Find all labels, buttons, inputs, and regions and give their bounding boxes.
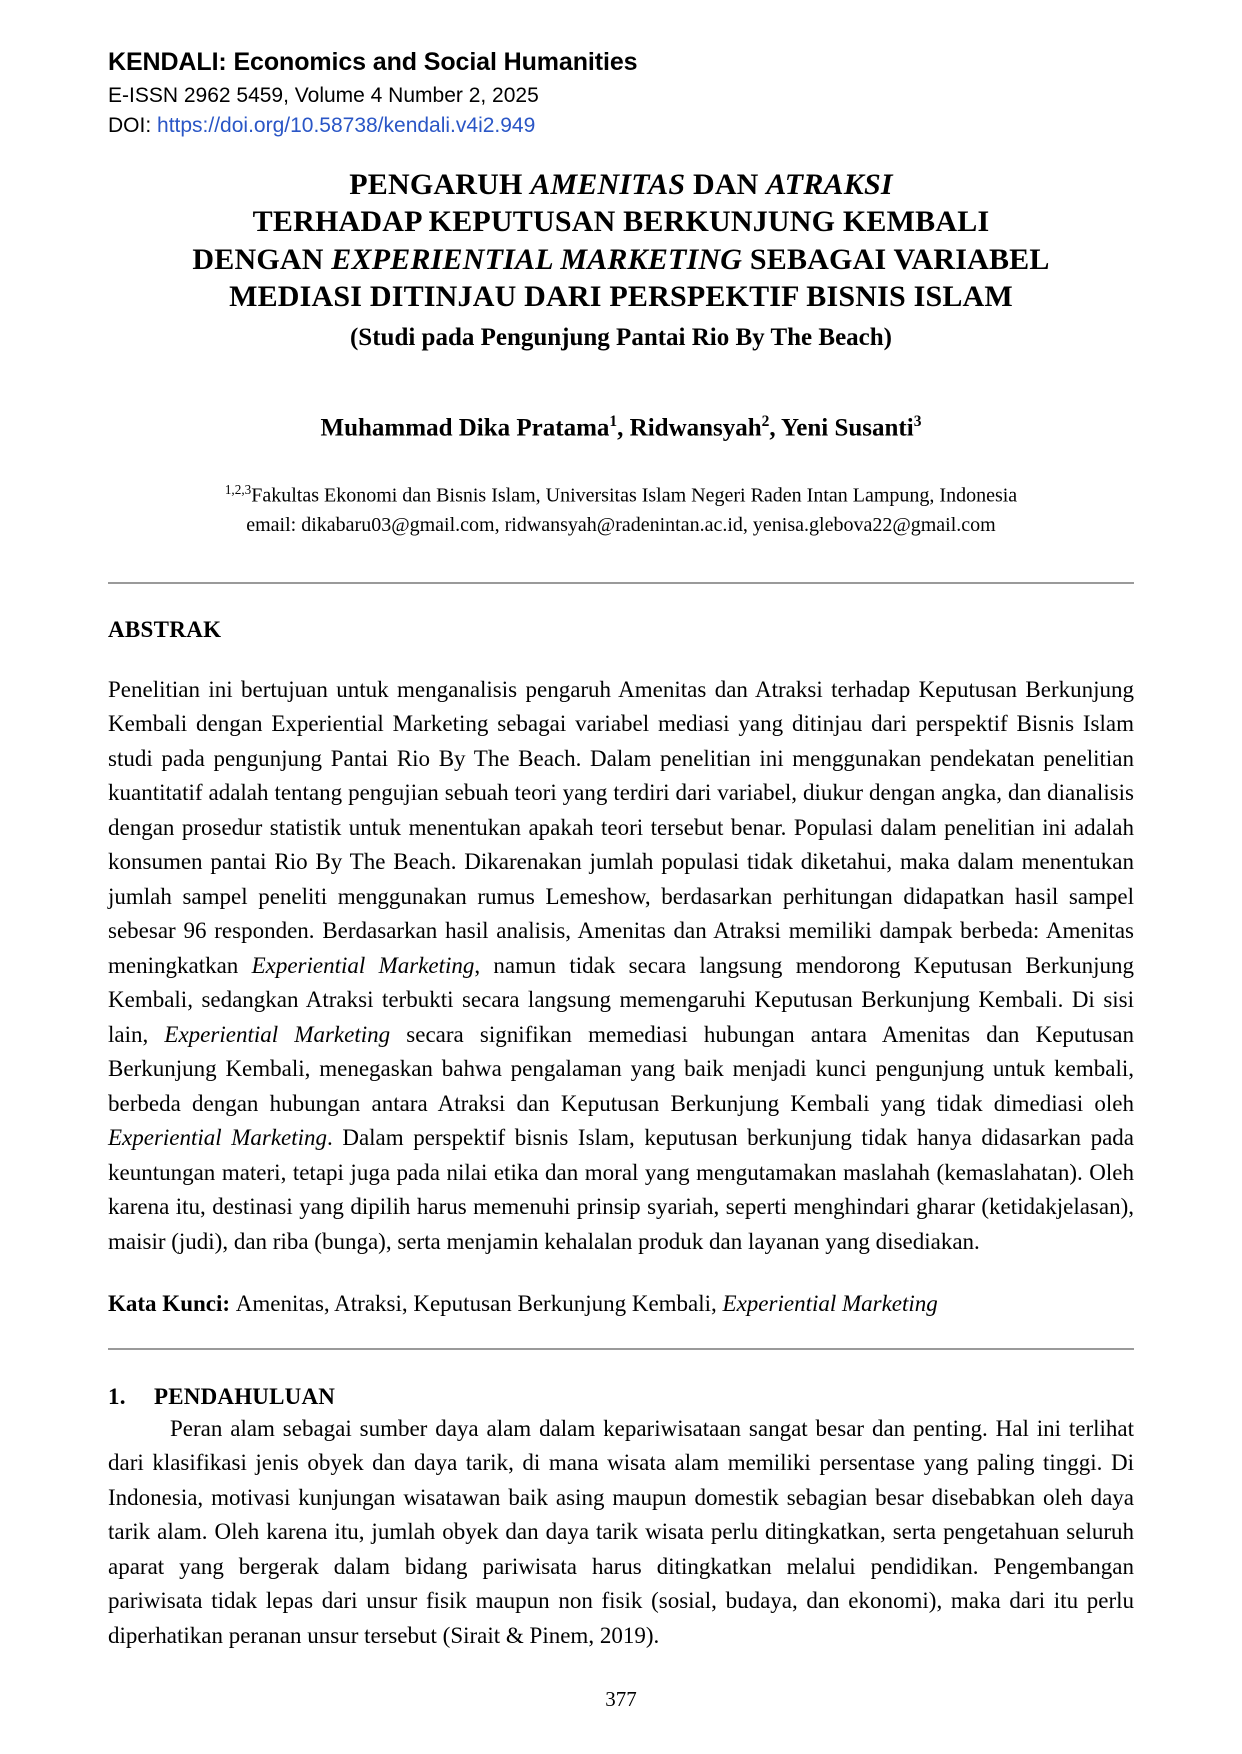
divider-above-abstract (108, 582, 1134, 584)
keywords-text: Amenitas, Atraksi, Keputusan Berkunjung Kembali, (235, 1291, 723, 1317)
abstract-italic-1: Experiential Marketing (251, 952, 475, 978)
author-emails: email: dikabaru03@gmail.com, ridwansyah@radenintan.ac.id, yenisa.glebova22@gmail.com (246, 514, 996, 537)
doi-link[interactable]: https://doi.org/10.58738/kendali.v4i2.949 (157, 113, 536, 137)
title-line-3-part-b: SEBAGAI VARIABEL (742, 242, 1050, 276)
affiliation-marker: 1,2,3 (224, 482, 252, 498)
abstract-part-4: . Dalam perspektif bisnis Islam, keputusan berkunjung tidak hanya didasarkan pada keuntungan materi, tetapi juga pada nilai etika dan moral yang mengutamakan maslahah (kemaslahatan). Oleh karena itu, destinasi yang dipilih harus memenuhi prinsip syariah, seperti menghindari gharar (ketidakjelasan), maisir (judi), dan riba (bunga), serta menjamin kehalalan produk dan layanan yang disediakan. (108, 1125, 1134, 1254)
title-line-1 (349, 168, 892, 201)
title-line-4: MEDIASI DITINJAU DARI PERSPEKTIF BISNIS ISLAM (229, 280, 1013, 314)
page-title (108, 166, 1134, 316)
page-subtitle: (Studi pada Pengunjung Pantai Rio By The Beach) (349, 323, 893, 351)
author-name-2: Ridwansyah (629, 414, 762, 442)
abstract-part-1: Penelitian ini bertujuan untuk menganalisis pengaruh Amenitas dan Atraksi terhadap Keputusan Berkunjung Kembali dengan Experiential Marketing sebagai variabel mediasi yang ditinjau dari perspektif Bisnis Islam studi pada pengunjung Pantai Rio By The Beach. Dalam penelitian ini menggunakan pendekatan penelitian kuantitatif adalah tentang pengujian sebuah teori yang terdiri dari variabel, diukur dengan angka, dan dianalisis dengan prosedur statistik untuk menentukan apakah teori tersebut benar. Populasi dalam penelitian ini adalah konsumen pantai Rio By The Beach. Dikarenakan jumlah populasi tidak diketahui, maka dalam menentukan jumlah sampel peneliti menggunakan rumus Lemeshow, berdasarkan perhitungan didapatkan hasil sampel sebesar 96 responden. Berdasarkan hasil analisis, Amenitas dan Atraksi memiliki dampak berbeda: Amenitas meningkatkan (108, 676, 1134, 978)
title-block (108, 166, 1134, 355)
author-affiliation-marker-1: 1 (609, 413, 618, 431)
journal-doi-line (108, 112, 1134, 140)
affiliation-text: Fakultas Ekonomi dan Bisnis Islam, Universitas Islam Negeri Raden Intan Lampung, Indonesia (251, 484, 1018, 507)
title-line-3-part-a: DENGAN (192, 242, 332, 276)
abstract-heading: ABSTRAK (108, 616, 222, 642)
author-name-3: Yeni Susanti (781, 414, 914, 442)
author-separator-1: , (617, 414, 630, 442)
title-line-3-italic-experiential-marketing: EXPERIENTIAL MARKETING (331, 242, 743, 276)
section-number: 1. (108, 1383, 126, 1409)
journal-title: KENDALI: Economics and Social Humanities (108, 48, 638, 76)
author-affiliation-marker-2: 2 (761, 413, 770, 431)
title-line-1-part-a: PENGARUH (349, 167, 531, 201)
journal-masthead (108, 46, 1134, 140)
title-line-3 (192, 243, 1049, 276)
keywords-line (108, 1287, 1134, 1322)
affiliation-line (108, 481, 1134, 510)
keywords-italic-term: Experiential Marketing (722, 1291, 938, 1317)
author-list (108, 412, 1134, 445)
author-separator-2: , (769, 414, 781, 442)
abstract-part-2: , namun tidak secara langsung mendorong Keputusan Berkunjung Kembali, sedangkan Atraksi terbukti secara langsung memengaruhi Keputusan Berkunjung Kembali. Di sisi lain, (108, 952, 1134, 1047)
title-line-1-italic-atraksi: ATRAKSI (766, 167, 893, 201)
page-number: 377 (605, 1687, 637, 1711)
keywords-label: Kata Kunci: (108, 1291, 236, 1317)
section-body-pendahuluan: Peran alam sebagai sumber daya alam dalam kepariwisataan sangat besar dan penting. Hal ini terlihat dari klasifikasi jenis obyek dan daya tarik, di mana wisata alam memiliki persentase yang paling tinggi. Di Indonesia, motivasi kunjungan wisatawan baik asing maupun domestik sebagian besar disebabkan oleh daya tarik alam. Oleh karena itu, jumlah obyek dan daya tarik wisata perlu ditingkatkan, serta pengetahuan seluruh aparat yang bergerak dalam bidang pariwisata harus ditingkatkan melalui pendidikan. Pengembangan pariwisata tidak lepas dari unsur fisik maupun non fisik (sosial, budaya, dan ekonomi), maka dari itu perlu diperhatikan peranan unsur tersebut (Sirait & Pinem, 2019). (108, 1415, 1134, 1648)
doi-label: DOI: (108, 113, 158, 137)
section-heading-pendahuluan (108, 1384, 1134, 1410)
journal-issn-line: E-ISSN 2962 5459, Volume 4 Number 2, 2025 (108, 83, 539, 107)
divider-below-keywords (108, 1348, 1134, 1350)
author-affiliation-marker-3: 3 (913, 413, 922, 431)
abstract-part-3: secara signifikan memediasi hubungan antara Amenitas dan Keputusan Berkunjung Kembali, menegaskan bahwa pengalaman yang baik menjadi kunci pengunjung untuk kembali, berbeda dengan hubungan antara Atraksi dan Keputusan Berkunjung Kembali yang tidak dimediasi oleh (108, 1021, 1134, 1116)
title-line-1-part-b: DAN (685, 167, 767, 201)
title-line-1-italic-amenitas: AMENITAS (530, 167, 686, 201)
author-name-1: Muhammad Dika Pratama (320, 414, 610, 442)
title-line-2: TERHADAP KEPUTUSAN BERKUNJUNG KEMBALI (252, 205, 990, 239)
abstract-body (108, 673, 1134, 1260)
abstract-italic-2: Experiential Marketing (164, 1021, 391, 1047)
section-title: PENDAHULUAN (154, 1383, 336, 1409)
abstract-italic-3: Experiential Marketing (108, 1125, 328, 1151)
